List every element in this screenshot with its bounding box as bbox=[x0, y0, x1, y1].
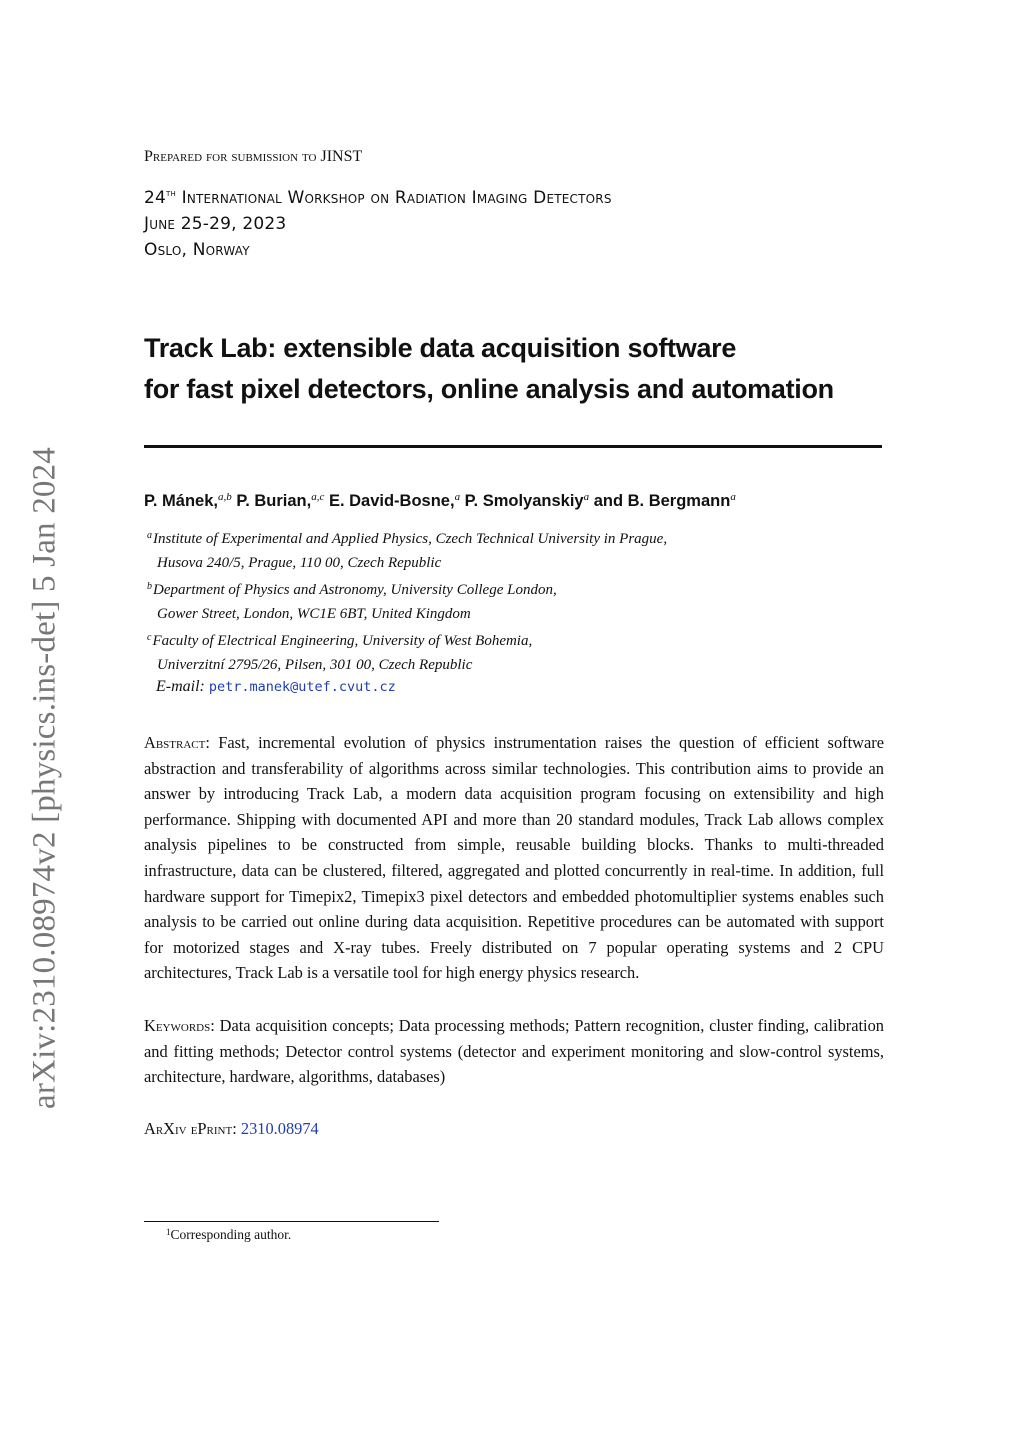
footnote bbox=[166, 1227, 291, 1243]
author-list bbox=[144, 491, 736, 511]
author: P. Burian,$^{a,c}$ bbox=[236, 491, 325, 510]
email-link[interactable]: petr.manek@utef.cvut.cz bbox=[208, 679, 396, 695]
footnote-divider bbox=[144, 1221, 439, 1222]
title-divider bbox=[144, 445, 882, 448]
affiliation-b: $^b$Department of Physics and Astronomy, University College London, Gower Street, London, WC1E 6BT, United Kingdom bbox=[147, 581, 557, 622]
workshop-title: International Workshop on Radiation Imaging Detectors bbox=[176, 188, 612, 208]
title-line-1: Track Lab: extensible data acquisition software bbox=[144, 333, 737, 363]
arxiv-link[interactable]: 2310.08974 bbox=[240, 1119, 319, 1138]
contact-email bbox=[156, 678, 396, 696]
arxiv-identifier: arXiv:2310.08974v2 [physics.ins-det] 5 Jan 2024 bbox=[26, 446, 63, 1109]
keywords-label: Keywords bbox=[144, 1016, 211, 1035]
footnote-text: Corresponding author. bbox=[170, 1227, 292, 1242]
abstract: Abstract: Fast, incremental evolution of physics instrumentation raises the question of efficient software abstraction and transferability of algorithms across similar technologies. This contribution aims to provide an answer by introducing Track Lab, a modern data acquisition program focusing on extensibility and high performance. Shipping with documented API and more than 20 standard modules, Track Lab allows complex analysis pipelines to be constructed from simple, reusable building blocks. Thanks to multi-threaded infrastructure, data can be clustered, filtered, aggregated and plotted concurrently in real-time. In addition, full hardware support for Timepix2, Timepix3 pixel detectors and embedded photomultiplier systems enables such analysis to be carried out online during data acquisition. Repetitive procedures can be automated with support for motorized stages and X-ray tubes. Freely distributed on 7 popular operating systems and 2 CPU architectures, Track Lab is a versatile tool for high energy physics research. bbox=[144, 733, 884, 983]
keywords-text: Data acquisition concepts; Data processing methods; Pattern recognition, cluster finding, calibration and fitting methods; Detector control systems (detector and experiment monitoring and slow-control systems, architecture, hardware, algorithms, databases) bbox=[144, 1016, 884, 1087]
footnote-mark: 1 bbox=[166, 1227, 171, 1237]
workshop-location: Oslo, Norway bbox=[144, 240, 250, 260]
author: P. Smolyanskiy$^a$ bbox=[464, 491, 590, 510]
email-label: E-mail: bbox=[156, 678, 205, 695]
workshop-number: 24 bbox=[144, 188, 167, 208]
affiliation-c: $^c$Faculty of Electrical Engineering, University of West Bohemia, Univerzitní 2795/26, Pilsen, 301 00, Czech Republic bbox=[147, 632, 533, 673]
workshop-dates: June 25-29, 2023 bbox=[144, 214, 287, 234]
arxiv-label: ArXiv ePrint bbox=[144, 1119, 233, 1138]
author: E. David-Bosne,$^a$ bbox=[328, 491, 461, 510]
workshop-header bbox=[144, 181, 612, 263]
abstract-text: Fast, incremental evolution of physics instrumentation raises the question of efficient software abstraction and transferability of algorithms across similar technologies. This contribution aims to provide an answer by introducing Track Lab, a modern data acquisition program focusing on extensibility and high performance. Shipping with documented API and more than 20 standard modules, Track Lab allows complex analysis pipelines to be constructed from simple, reusable building blocks. Thanks to multi-threaded infrastructure, data can be clustered, filtered, aggregated and plotted concurrently in real-time. In addition, full hardware support for Timepix2, Timepix3 pixel detectors and embedded photomultiplier systems enables such analysis to be carried out online during data acquisition. Repetitive procedures can be automated with support for motorized stages and X-ray tubes. Freely distributed on 7 popular operating systems and 2 CPU architectures, Track Lab is a versatile tool for high energy physics research. bbox=[144, 733, 884, 983]
affiliation-a: $^a$Institute of Experimental and Applied Physics, Czech Technical University in Prague, Husova 240/5, Prague, 110 00, Czech Republic bbox=[147, 530, 668, 571]
abstract-label: Abstract bbox=[144, 733, 206, 752]
affiliation-list bbox=[147, 524, 667, 677]
keywords: Keywords: Data acquisition concepts; Data processing methods; Pattern recognition, cluster finding, calibration and fitting methods; Detector control systems (detector and experiment monitoring and slow-control systems, architecture, hardware, algorithms, databases) bbox=[144, 1016, 884, 1087]
workshop-name bbox=[144, 181, 612, 211]
submission-note: Prepared for submission to JINST bbox=[144, 148, 363, 165]
author: and B. Bergmann$^a$ bbox=[593, 491, 736, 510]
title-line-2: for fast pixel detectors, online analysis and automation bbox=[144, 374, 834, 404]
arxiv-eprint: ArXiv ePrint: 2310.08974 bbox=[144, 1119, 319, 1138]
arxiv-sidebar bbox=[10, 425, 80, 1130]
paper-title bbox=[144, 328, 884, 410]
author: P. Mánek,$^{a,b}$ bbox=[144, 491, 232, 510]
workshop-ordinal: th bbox=[166, 188, 176, 199]
